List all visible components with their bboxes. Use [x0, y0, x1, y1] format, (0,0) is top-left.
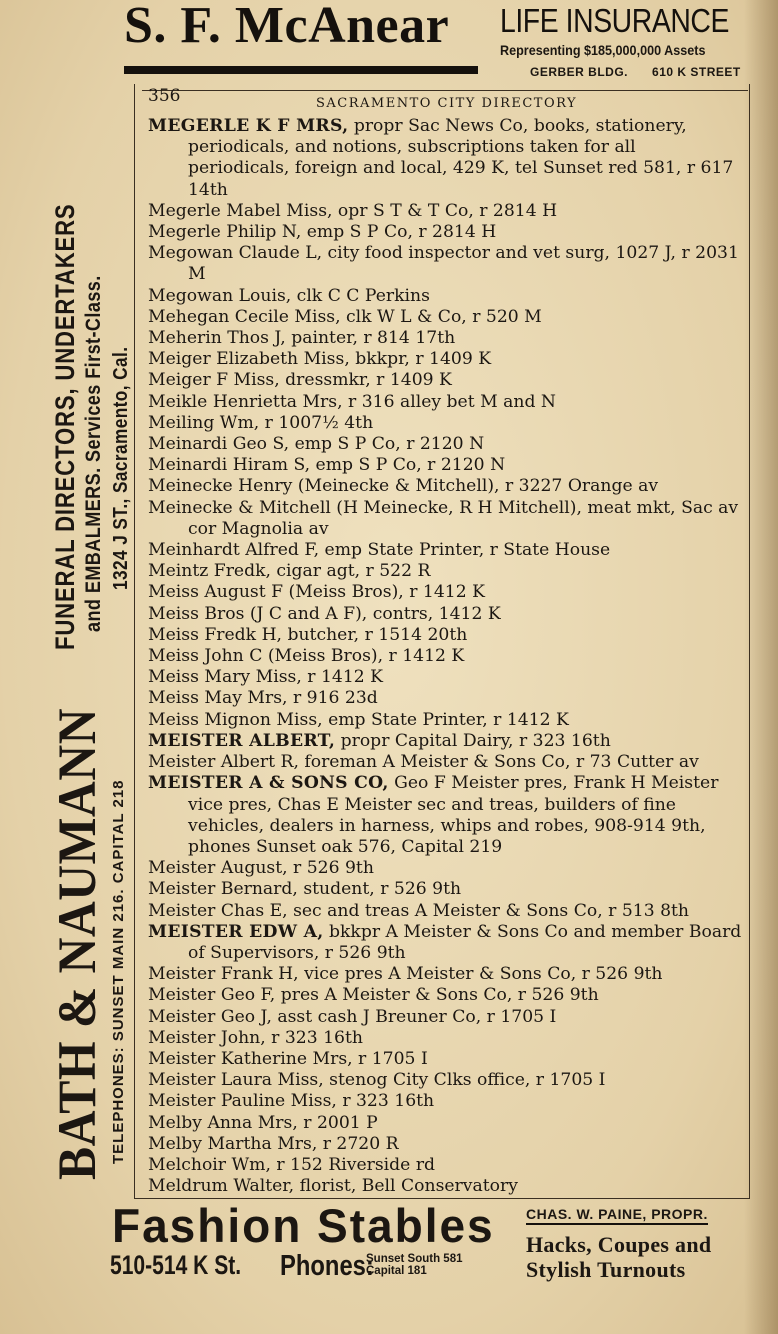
directory-entry	[142, 286, 742, 307]
side-ad-address: 1324 J ST., Sacramento, Cal.	[110, 346, 132, 590]
bottom-ad-phone2: Capital 181	[366, 1265, 427, 1277]
directory-entry	[142, 1007, 742, 1028]
directory-entry	[142, 688, 742, 709]
entry-text: Meister Geo J, asst cash J Breuner Co, r 1705 I	[148, 1006, 557, 1027]
entry-text: propr Capital Dairy, r 323 16th	[335, 730, 611, 751]
top-advertisement	[0, 0, 778, 84]
book-spine-shadow	[744, 0, 778, 1334]
entry-text: Meiss Mignon Miss, emp State Printer, r 1412 K	[148, 709, 569, 730]
side-advertisement	[0, 84, 140, 1204]
entry-text: Meiss John C (Meiss Bros), r 1412 K	[148, 646, 465, 667]
directory-entry	[142, 476, 742, 497]
entry-text: Meiss Bros (J C and A F), contrs, 1412 K	[148, 603, 501, 624]
directory-entry	[142, 561, 742, 582]
directory-entry	[142, 1155, 742, 1176]
entry-text: Mehegan Cecile Miss, clk W L & Co, r 520 M	[148, 306, 542, 327]
directory-entry	[142, 349, 742, 370]
entry-text: Meister Bernard, student, r 526 9th	[148, 879, 462, 900]
directory-entry	[142, 879, 742, 900]
ad-headline-life-insurance: LIFE INSURANCE	[500, 2, 729, 39]
entry-text: Meister Albert R, foreman A Meister & Sons Co, r 73 Cutter av	[148, 752, 699, 773]
directory-entry	[142, 1070, 742, 1091]
entry-text: Meister Chas E, sec and treas A Meister & Sons Co, r 513 8th	[148, 900, 690, 921]
side-ad-company: BATH & NAUMANN	[47, 708, 107, 1180]
entry-text: Meister August, r 526 9th	[148, 858, 374, 879]
ad-building: GERBER BLDG.	[530, 65, 629, 79]
directory-entry	[142, 731, 742, 752]
entry-text: Meikle Henrietta Mrs, r 316 alley bet M and N	[148, 391, 556, 412]
directory-entry	[142, 116, 742, 201]
entry-text: Melchoir Wm, r 152 Riverside rd	[148, 1154, 436, 1175]
entry-text: Meister Pauline Miss, r 323 16th	[148, 1091, 435, 1112]
entry-text: Meister Frank H, vice pres A Meister & Sons Co, r 526 9th	[148, 964, 663, 985]
entry-text: Meintz Fredk, cigar agt, r 522 R	[148, 561, 431, 582]
entry-text: Meinecke & Mitchell (H Meinecke, R H Mitchell), meat mkt, Sac av cor Magnolia av	[148, 497, 739, 539]
entry-text: Megerle Mabel Miss, opr S T & T Co, r 2814 H	[148, 200, 558, 221]
side-ad-line2: and EMBALMERS. Services First-Class.	[82, 275, 105, 632]
directory-entry	[142, 1028, 742, 1049]
entry-text: Meinardi Geo S, emp S P Co, r 2120 N	[148, 434, 485, 455]
directory-entry	[142, 455, 742, 476]
entry-text: Meister Geo F, pres A Meister & Sons Co, r 526 9th	[148, 985, 599, 1006]
entry-bold-name: MEGERLE K F MRS,	[148, 116, 349, 136]
directory-entry	[142, 604, 742, 625]
directory-entry	[142, 985, 742, 1006]
entry-text: Meinecke Henry (Meinecke & Mitchell), r 3227 Orange av	[148, 476, 659, 497]
entry-text: Meiss Fredk H, butcher, r 1514 20th	[148, 624, 468, 645]
side-ad-phones: TELEPHONES: SUNSET MAIN 216. CAPITAL 218	[110, 779, 127, 1164]
entry-text: propr Sac News Co, books, stationery, periodicals, and notions, subscriptions taken for all periodicals, foreign and local, 429 K, tel Sunset red 581, r 617 14th	[188, 116, 734, 200]
directory-entry	[142, 710, 742, 731]
bottom-ad-phone-lines	[366, 1253, 463, 1277]
bottom-advertisement	[0, 1200, 778, 1334]
bottom-ad-proprietor: CHAS. W. PAINE, PROPR.	[526, 1206, 708, 1225]
ad-address	[530, 65, 741, 79]
directory-entry	[142, 434, 742, 455]
bottom-ad-phone1: Sunset South 581	[366, 1253, 463, 1265]
entry-text: Meherin Thos J, painter, r 814 17th	[148, 328, 456, 349]
directory-entry	[142, 1113, 742, 1134]
directory-entry	[142, 328, 742, 349]
header-rule	[142, 90, 748, 91]
directory-entry	[142, 413, 742, 434]
bottom-ad-phones-label: Phones:	[280, 1250, 374, 1282]
ad-rule	[124, 66, 478, 74]
entry-text: Megowan Claude L, city food inspector and vet surg, 1027 J, r 2031 M	[148, 243, 739, 285]
directory-entry	[142, 901, 742, 922]
directory-entry	[142, 243, 742, 285]
entry-text: Meiss August F (Meiss Bros), r 1412 K	[148, 582, 485, 603]
entry-text: Meister Katherine Mrs, r 1705 I	[148, 1048, 428, 1069]
entry-text: Meldrum Walter, florist, Bell Conservatory	[148, 1176, 518, 1197]
directory-entry	[142, 540, 742, 561]
entry-text: Meiling Wm, r 1007½ 4th	[148, 412, 374, 433]
directory-entry	[142, 1049, 742, 1070]
entry-text: Geo F Meister pres, Frank H Meister vice pres, Chas E Meister sec and treas, builders of fine vehicles, dealers in harness, whips and robes, 908-914 9th, phones Sunset oak 576, Capital 219	[188, 773, 719, 857]
directory-entry	[142, 201, 742, 222]
entry-text: Meiger F Miss, dressmkr, r 1409 K	[148, 370, 452, 391]
entry-text: Megowan Louis, clk C C Perkins	[148, 285, 430, 306]
directory-entry	[142, 222, 742, 243]
directory-entry	[142, 752, 742, 773]
entry-text: Meister John, r 323 16th	[148, 1027, 363, 1048]
directory-entry	[142, 392, 742, 413]
directory-entry	[142, 922, 742, 964]
directory-entry	[142, 667, 742, 688]
page-number: 356	[148, 86, 181, 106]
directory-entry	[142, 625, 742, 646]
entry-text: bkkpr A Meister & Sons Co and member Board of Supervisors, r 526 9th	[188, 921, 742, 963]
bottom-ad-name: Fashion Stables	[112, 1199, 495, 1252]
directory-entry	[142, 858, 742, 879]
bottom-ad-line1: Hacks, Coupes and	[526, 1232, 712, 1257]
ad-representing: Representing $185,000,000 Assets	[500, 42, 706, 58]
entry-text: Meiger Elizabeth Miss, bkkpr, r 1409 K	[148, 349, 492, 370]
entry-text: Melby Martha Mrs, r 2720 R	[148, 1133, 399, 1154]
bottom-ad-line2: Stylish Turnouts	[526, 1257, 686, 1282]
bottom-ad-address: 510-514 K St.	[110, 1250, 242, 1280]
entry-text: Meiss May Mrs, r 916 23d	[148, 688, 378, 709]
entry-bold-name: MEISTER A & SONS CO,	[148, 773, 389, 794]
entry-text: Meinhardt Alfred F, emp State Printer, r State House	[148, 540, 611, 561]
entry-bold-name: MEISTER EDW A,	[148, 921, 324, 942]
side-ad-line1: FUNERAL DIRECTORS, UNDERTAKERS	[50, 203, 80, 650]
ad-street: 610 K STREET	[652, 65, 741, 79]
entry-text: Meister Laura Miss, stenog City Clks office, r 1705 I	[148, 1070, 606, 1091]
directory-entry	[142, 773, 742, 858]
entry-text: Megerle Philip N, emp S P Co, r 2814 H	[148, 222, 497, 243]
ad-name-mcanear: S. F. McAnear	[124, 0, 450, 54]
directory-entry	[142, 1091, 742, 1112]
directory-entry	[142, 582, 742, 603]
entry-text: Meiss Mary Miss, r 1412 K	[148, 667, 383, 688]
directory-entry	[142, 964, 742, 985]
entry-bold-name: MEISTER ALBERT,	[148, 730, 336, 751]
directory-entries	[142, 116, 742, 1197]
page-title: SACRAMENTO CITY DIRECTORY	[316, 96, 578, 111]
directory-entry	[142, 370, 742, 391]
directory-entry	[142, 498, 742, 540]
directory-entry	[142, 1176, 742, 1197]
directory-entry	[142, 1134, 742, 1155]
entry-text: Melby Anna Mrs, r 2001 P	[148, 1112, 378, 1133]
entry-text: Meinardi Hiram S, emp S P Co, r 2120 N	[148, 455, 506, 476]
directory-entry	[142, 646, 742, 667]
directory-entry	[142, 307, 742, 328]
